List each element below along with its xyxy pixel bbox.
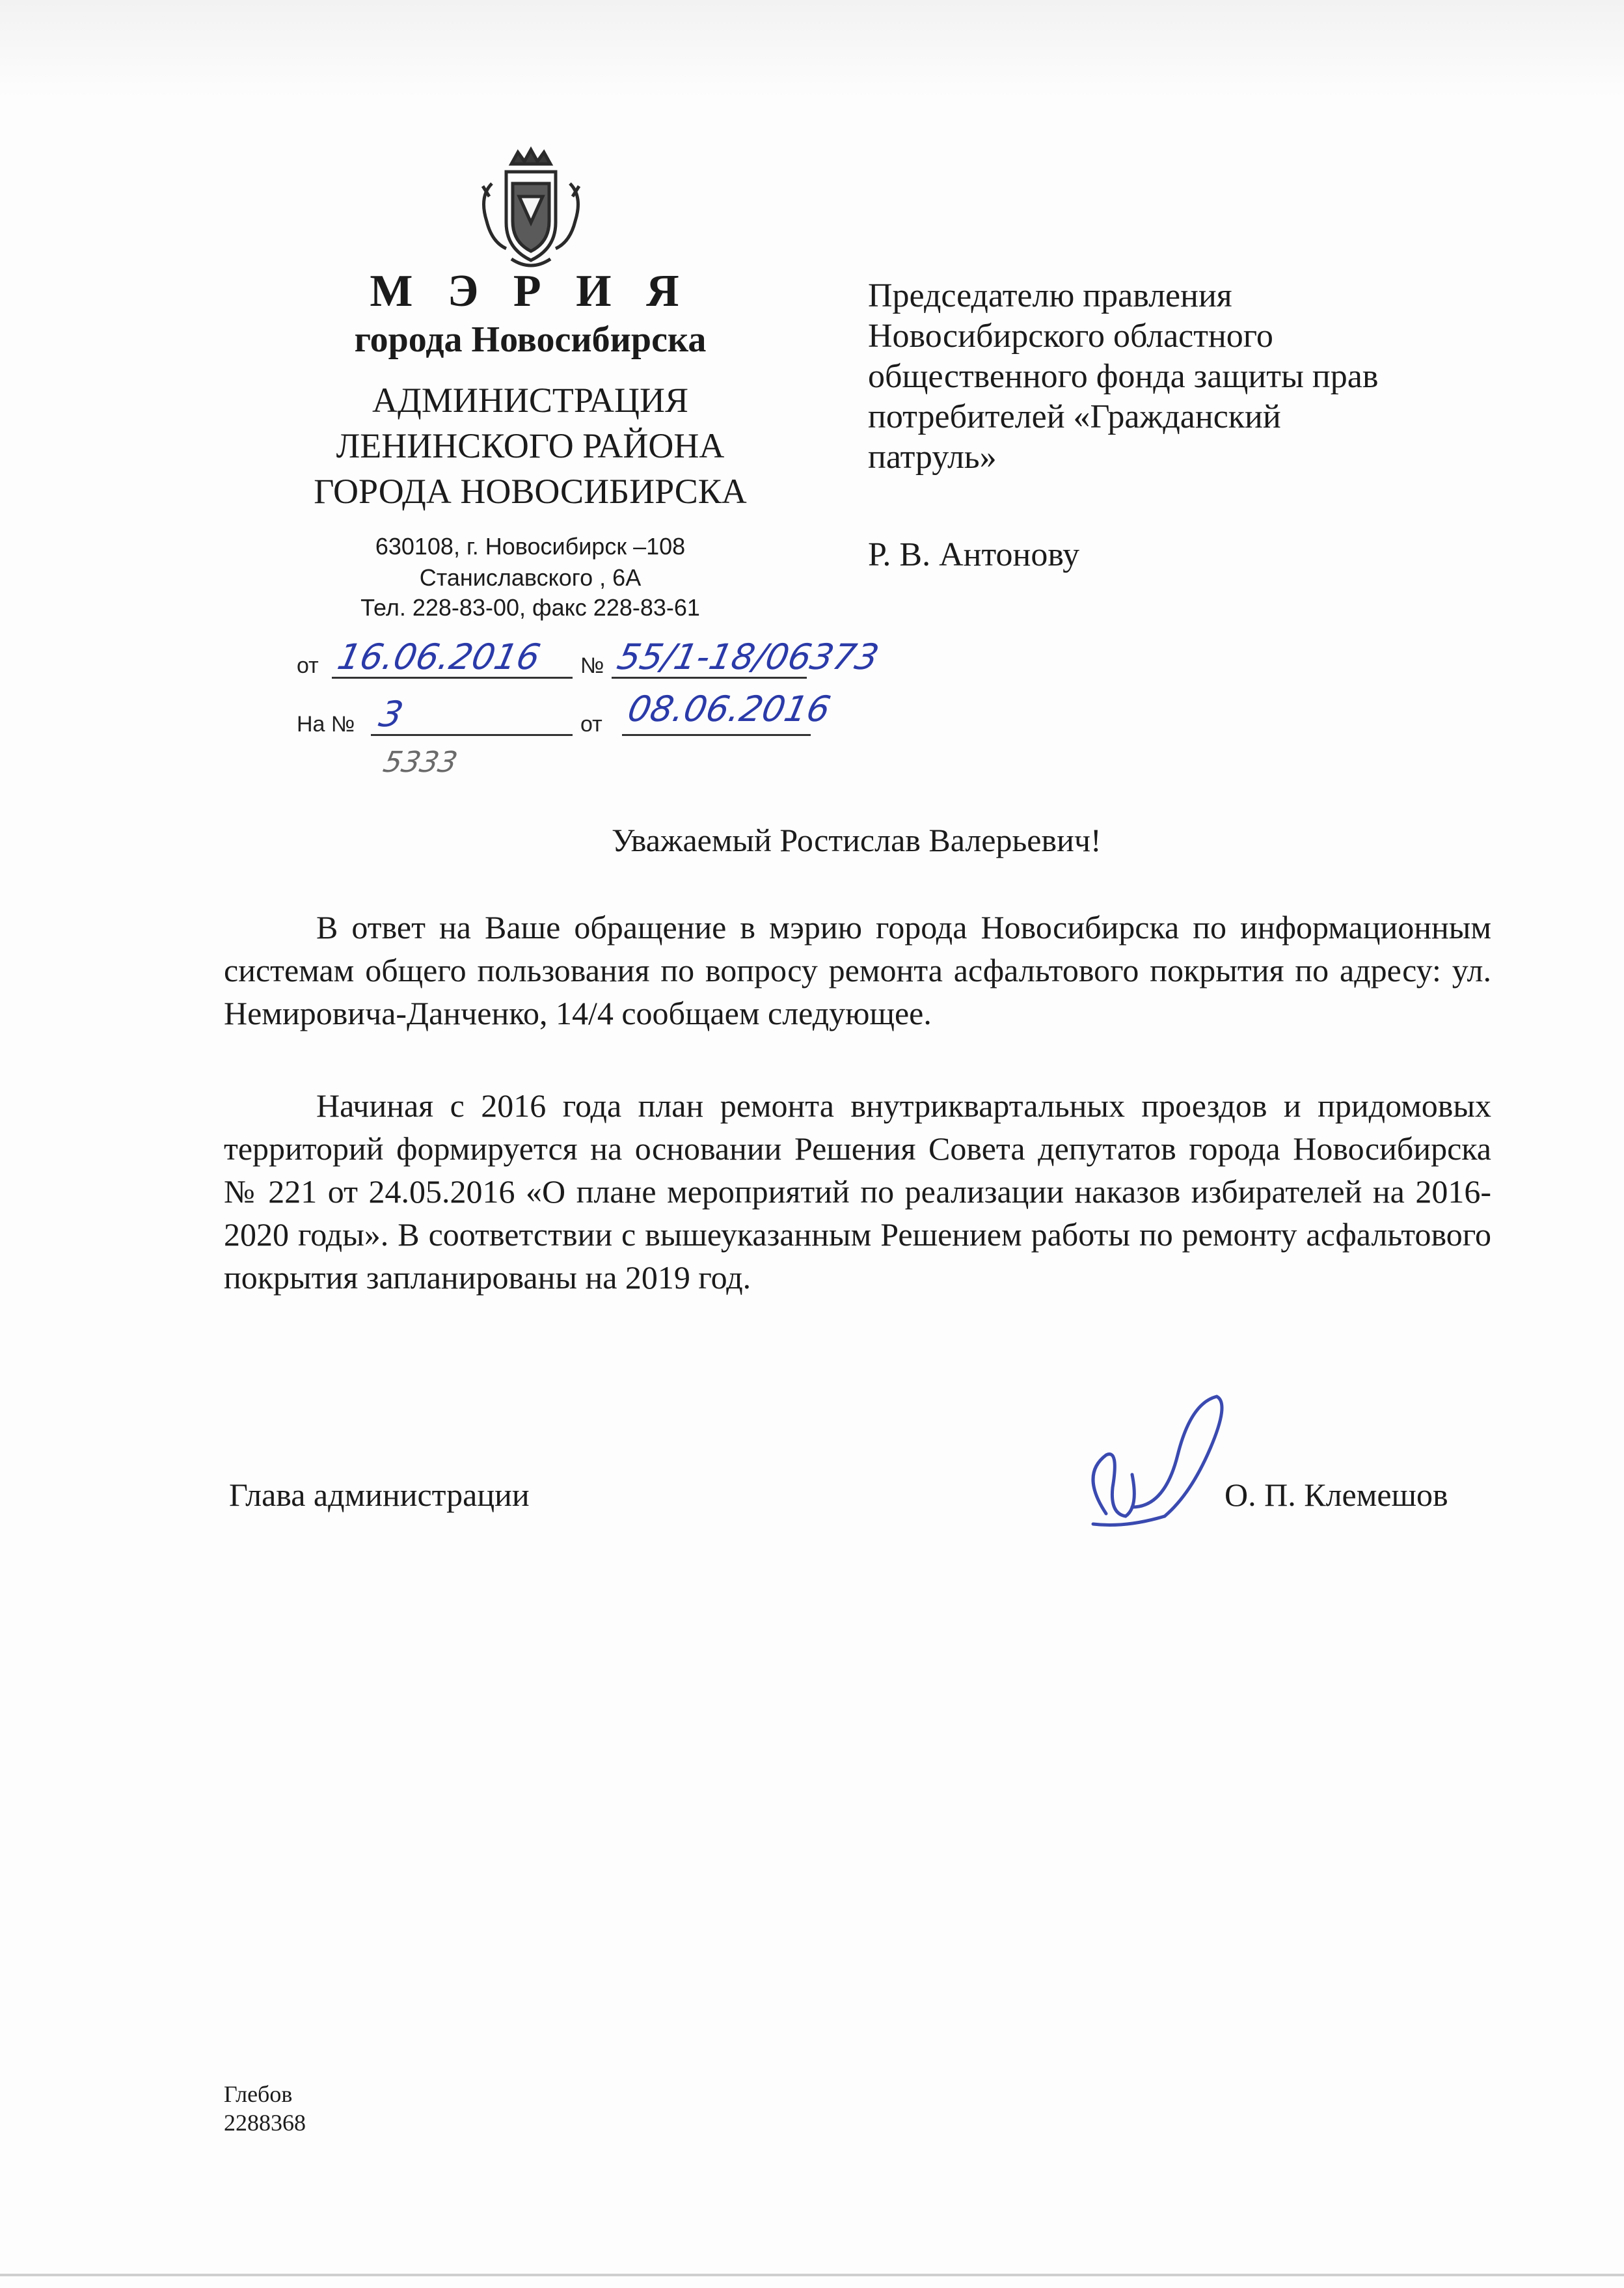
coat-of-arms-icon — [466, 144, 596, 275]
letter-paragraph: Начиная с 2016 года план ремонта внутриквартальных проездов и придомовых территорий формируется на основании Решения Совета депутатов города Новосибирска № 221 от 24.05.2016 «О плане мероприятий по реализации наказов избирателей на 2016-2020 годы». В соответствии с вышеуказанным Решением работы по ремонту асфальтового покрытия запланированы на 2019 год. — [224, 1087, 1491, 1296]
mayor-title: М Э Р И Я — [370, 266, 691, 316]
contacts-line: Тел. 228-83-00, факс 228-83-61 — [360, 594, 700, 621]
handwritten-reference-number: 3 — [375, 694, 407, 735]
from-label: от — [297, 653, 319, 678]
mayor-city: города Новосибирска — [354, 320, 707, 360]
reference-from-label: от — [580, 712, 602, 737]
salutation: Уважаемый Ростислав Валерьевич! — [612, 822, 1102, 858]
addressee-line: потребителей «Гражданский — [868, 398, 1281, 435]
addressee-line: Новосибирского областного — [868, 318, 1273, 355]
scan-edge — [0, 2274, 1624, 2276]
reference-line — [371, 734, 573, 736]
addressee-name: Р. В. Антонову — [868, 536, 1080, 573]
addressee-line: патруль» — [868, 439, 997, 476]
handwritten-date: 16.06.2016 — [334, 636, 544, 677]
address-line: 630108, г. Новосибирск –108 — [375, 533, 686, 560]
address-line: Станиславского , 6А — [419, 564, 642, 591]
executor-name: Глебов — [224, 2081, 293, 2107]
handwritten-number: 55/1-18/06373 — [614, 636, 883, 677]
handwritten-signature-icon — [1067, 1377, 1249, 1540]
reference-date-line — [622, 734, 811, 736]
executor-phone: 2288368 — [224, 2110, 306, 2136]
signatory-name: О. П. Клемешов — [1225, 1477, 1448, 1513]
administration-line: ГОРОДА НОВОСИБИРСКА — [314, 472, 747, 511]
reference-label: На № — [297, 712, 355, 737]
letter-paragraph: В ответ на Ваше обращение в мэрию города Новосибирска по информационным системам общего пользования по вопросу ремонта асфальтового покрытия по адресу: ул. Немировича-Данченко, 14/4 сообщаем следующее. — [224, 909, 1491, 1031]
administration-line: ЛЕНИНСКОГО РАЙОНА — [336, 426, 725, 465]
addressee-line: общественного фонда защиты прав — [868, 358, 1379, 395]
number-label: № — [580, 653, 604, 678]
addressee-line: Председателю правления — [868, 277, 1232, 314]
signatory-position: Глава администрации — [229, 1477, 530, 1513]
scan-shadow — [0, 0, 1624, 98]
handwritten-reference-date: 08.06.2016 — [624, 688, 834, 729]
administration-line: АДМИНИСТРАЦИЯ — [372, 381, 688, 420]
handwritten-note: 5333 — [380, 746, 461, 779]
